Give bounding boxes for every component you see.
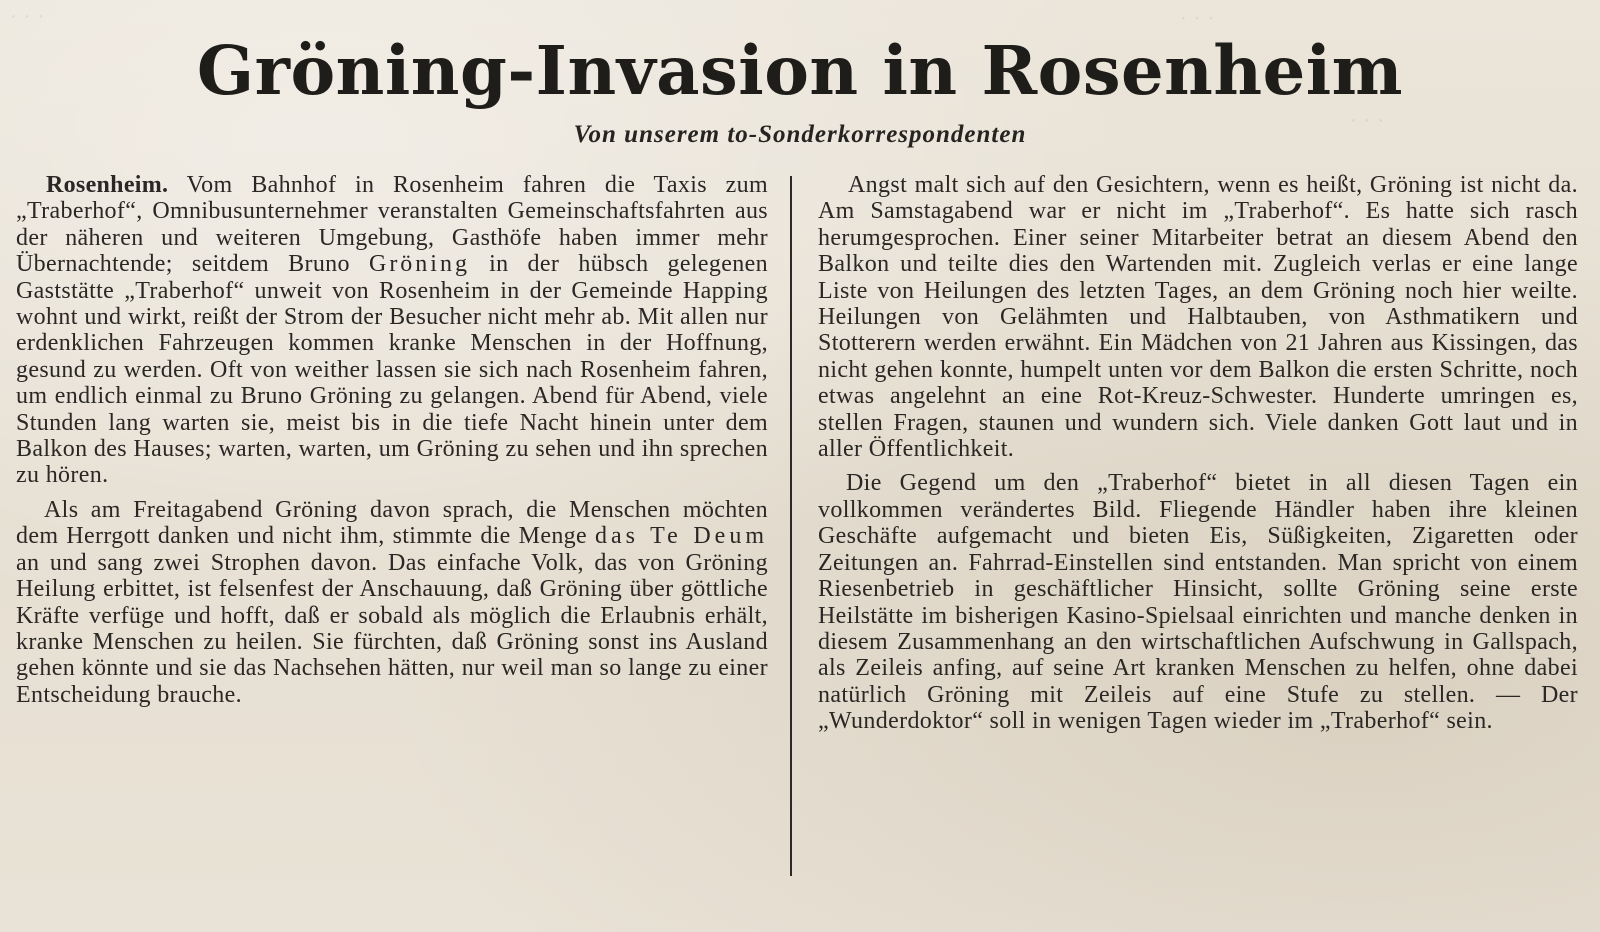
article-byline: Von unserem to-Sonderkorrespondenten — [573, 121, 1027, 148]
paragraph-text: Vom Bahnhof in Rosenheim fahren die Taxis zum „Traberhof“, Omnibusunternehmer veranstalten Gemeinschaftsfahrten aus der näheren und weiteren Umgebung, Gasthöfe haben immer mehr Übernachtende; seitdem Bruno — [16, 172, 768, 278]
column-divider — [790, 176, 792, 876]
left-paragraph-2 — [16, 497, 768, 708]
right-paragraph-2: Die Gegend um den „Traberhof“ bietet in all diesen Tagen ein vollkommen verändertes Bild. Fliegende Händler haben ihre kleinen Geschäfte aufgemacht und bieten Eis, Süßigkeiten, Zigaretten oder Zeitungen an. Fahrrad-Einstellen sind entstanden. Man spricht von einem Riesenbetrieb in geschäftlicher Hinsicht, sollte Gröning seine erste Heilstätte im bisherigen Kasino-Spielsaal einrichten und manche denken in diesem Zusammenhang an den wirtschaftlichen Aufschwung in Gallspach, als Zeileis anfing, auf seine Art kranken Menschen zu helfen, ohne dabei natürlich Gröning mit Zeileis auf eine Stufe zu stellen. — Der „Wunderdoktor“ soll in wenigen Tagen wieder im „Traberhof“ sein. — [818, 470, 1578, 735]
paragraph-text: an und sang zwei Strophen davon. Das einfache Volk, das von Gröning Heilung erbittet, ist felsenfest der Anschauung, daß Gröning über göttliche Kräfte verfüge und hofft, daß er sobald als möglich die Erlaubnis erhält, kranke Menschen zu heilen. Sie fürchten, daß Gröning sonst ins Ausland gehen könnte und sie das Nachsehen hätten, nur weil man so lange zu einer Entscheidung brauche. — [16, 549, 768, 708]
left-column — [16, 172, 768, 708]
paragraph-text: in der hübsch gelegenen Gaststätte „Traberhof“ unweit von Rosenheim in der Gemeinde Happing wohnt und wirkt, reißt der Strom der Besucher nicht mehr ab. Mit allen nur erdenklichen Fahrzeugen kommen kranke Menschen in der Hoffnung, gesund zu werden. Oft von weither lassen sie sich nach Rosenheim fahren, um endlich einmal zu Bruno Gröning zu gelangen. Abend für Abend, viele Stunden lang warten sie, meist bis in die tiefe Nacht hinein unter dem Balkon des Hauses; warten, warten, um Gröning zu sehen und ihn sprechen zu hören. — [16, 251, 768, 489]
paper-bleed-through: · · · — [1180, 8, 1215, 30]
paper-bleed-through: · · · — [10, 6, 45, 28]
dateline: Rosenheim. — [46, 172, 169, 198]
emphasized-name: Gröning — [368, 251, 470, 278]
article-headline: Gröning-Invasion in Rosenheim — [196, 31, 1404, 110]
right-paragraph-1: Angst malt sich auf den Gesichtern, wenn es heißt, Gröning ist nicht da. Am Samstagabend war er nicht im „Traberhof“. Es hatte sich rasch herumgesprochen. Einer seiner Mitarbeiter betrat an diesem Abend den Balkon und teilte dies den Wartenden mit. Zugleich verlas er eine lange Liste von Heilungen des letzten Tages, an dem Gröning noch hier weilte. Heilungen von Gelähmten und Halbtauben, von Asthmatikern und Stotterern werden erwähnt. Ein Mädchen von 21 Jahren aus Kissingen, das nicht gehen konnte, humpelt unten vor dem Balkon die ersten Schritte, noch etwas angelehnt an eine Rot-Kreuz-Schwester. Hunderte umringen es, stellen Fragen, staunen und wundern sich. Viele danken Gott laut und in aller Öffentlichkeit. — [818, 172, 1578, 463]
right-column — [818, 172, 1578, 735]
emphasized-phrase: das Te Deum — [594, 523, 768, 550]
paragraph-text: Als am Freitagabend Gröning davon sprach, die Menschen möchten dem Herrgott danken und nicht ihm, stimmte die Menge — [16, 496, 768, 550]
left-paragraph-1 — [16, 172, 768, 489]
paper-bleed-through: · · · — [1350, 110, 1385, 132]
